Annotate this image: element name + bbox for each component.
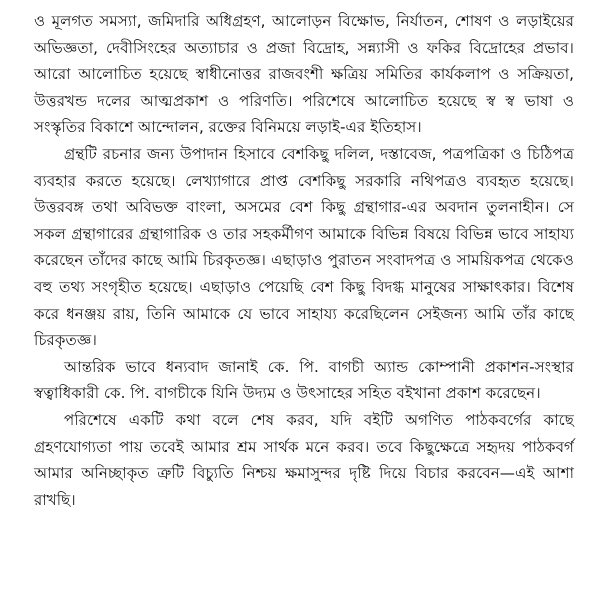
paragraph-3: আন্তরিক ভাবে ধন্যবাদ জানাই কে. পি. বাগচী অ্যান্ড কোম্পানী প্রকাশন-সংস্থার স্বত্বাধিকারী কে. পি. বাগচীকে যিনি উদ্যম ও উৎসাহের সহিত বইখানা প্রকাশ করেছেন।	[34, 357, 574, 403]
paragraph-2: গ্রন্থটি রচনার জন্য উপাদান হিসাবে বেশকিছু দলিল, দস্তাবেজ, পত্রপত্রিকা ও চিঠিপত্র ব্যবহার করতে হয়েছে। লেখ্যাগারে প্রাপ্ত বেশকিছু সরকারি নথিপত্রও ব্যবহৃত হয়েছে। উত্তরবঙ্গ তথা অবিভক্ত বাংলা, অসমের বেশ কিছু গ্রন্থাগার-এর অবদান তুলনাহীন। সে সকল গ্রন্থাগারের গ্রন্থাগারিক ও তার সহকর্মীগণ আমাকে বিভিন্ন বিষয়ে বিভিন্ন ভাবে সাহায্য করেছেন তাঁদের কাছে আমি চিরকৃতজ্ঞ। এছাড়াও পুরাতন সংবাদপত্র ও সাময়িকপত্র থেকেও বহু তথ্য সংগৃহীত হয়েছে। এছাড়াও পেয়েছি বেশ কিছু বিদগ্ধ মানুষের সাক্ষাৎকার। বিশেষ করে ধনঞ্জয় রায়, তিনি আমাকে যে ভাবে সাহায্য করেছিলেন সেইজন্য আমি তাঁর কাছে চিরকৃতজ্ঞ।	[34, 144, 574, 350]
paragraph-4: পরিশেষে একটি কথা বলে শেষ করব, যদি বইটি অগণিত পাঠকবর্গের কাছে গ্রহণযোগ্যতা পায় তবেই আমার শ্রম সার্থক মনে করব। তবে কিছুক্ষেত্রে সহৃদয় পাঠকবর্গ আমার অনিচ্ছাকৃত ত্রুটি বিচ্যুতি নিশ্চয় ক্ষমাসুন্দর দৃষ্টি দিয়ে বিচার করবেন—এই আশা রাখছি।	[34, 410, 574, 509]
paragraph-1: ও মূলগত সমস্যা, জমিদারি অধিগ্রহণ, আলোড়ন বিক্ষোভ, নির্যাতন, শোষণ ও লড়াইয়ের অভিজ্ঞতা, দেবীসিংহের অত্যাচার ও প্রজা বিদ্রোহ, সন্ন্যাসী ও ফকির বিদ্রোহের প্রভাব। আরো আলোচিত হয়েছে স্বাধীনোত্তর রাজবংশী ক্ষত্রিয় সমিতির কার্যকলাপ ও সক্রিয়তা, উত্তরখন্ড দলের আত্মপ্রকাশ ও পরিণতি। পরিশেষে আলোচিত হয়েছে স্ব স্ব ভাষা ও সংস্কৃতির বিকাশে আন্দোলন, রক্তের বিনিময়ে লড়াই-এর ইতিহাস।	[34, 12, 574, 137]
